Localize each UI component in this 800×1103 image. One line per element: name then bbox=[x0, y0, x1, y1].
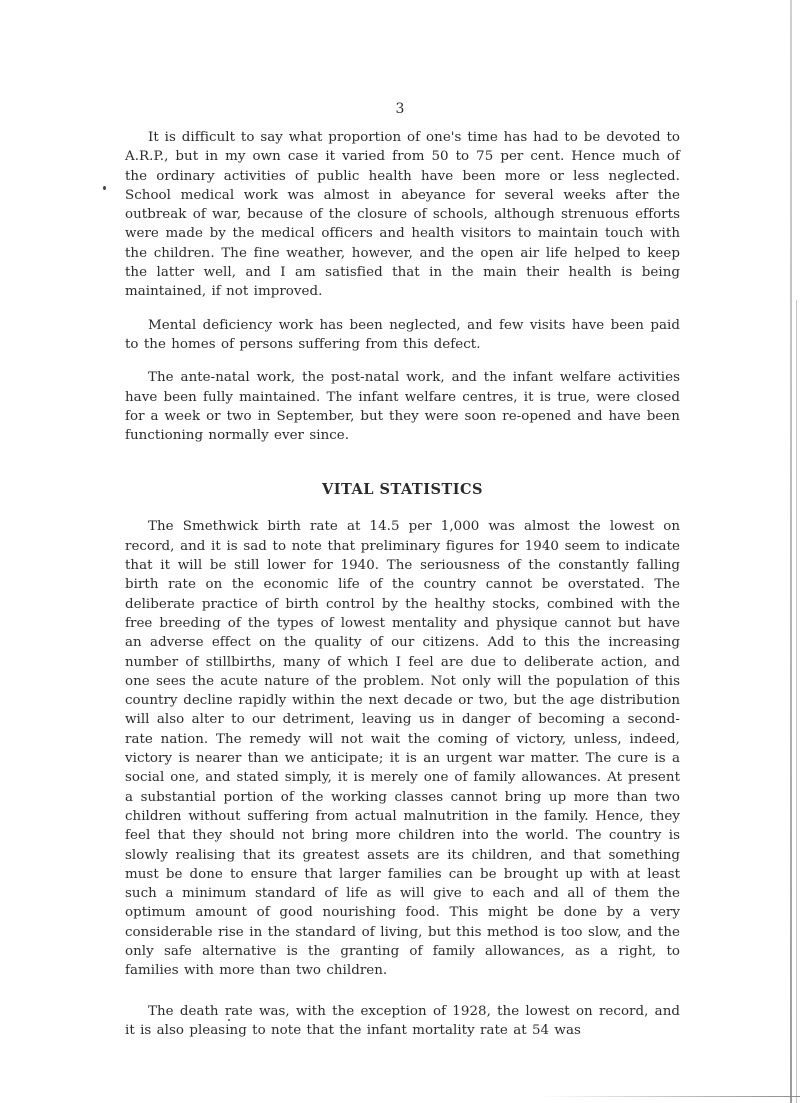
paragraph-arp-workload: It is difficult to say what proportion of one's time has had to be devoted to A.R.P., but in my own case it varied from 50 to 75 per cent. Hence much of the ordinary activities of public health have been more or less neglected. School medical work was almost in abeyance for several weeks after the outbreak of war, because of the closure of schools, although strenuous efforts were made by the medical officers and health visitors to maintain touch with the children. The fine weather, however, and the open air life helped to keep the latter well, and I am satisfied that in the main their health is being maintained, if not improved. bbox=[125, 130, 680, 300]
paragraph-death-rate: The death rate was, with the exception of 1928, the lowest on record, and it is also pleasing to note that the infant mortality rate at 54 was bbox=[125, 1003, 680, 1038]
section-heading-vital-statistics: VITAL STATISTICS bbox=[321, 481, 484, 499]
scan-page-edge-inner bbox=[796, 300, 797, 1103]
scan-page-edge bbox=[790, 0, 792, 1103]
document-body bbox=[125, 128, 680, 1040]
scan-speck bbox=[228, 1019, 230, 1021]
page-number: 3 bbox=[395, 101, 405, 117]
paragraph-infant-welfare: The ante-natal work, the post-natal work, and the infant welfare activities have been fully maintained. The infant welfare centres, it is true, were closed for a week or two in September, but they were soon re-opened and have been functioning normally ever since. bbox=[125, 370, 680, 444]
paragraph-birth-rate: The Smethwick birth rate at 14.5 per 1,000 was almost the lowest on record, and it is sad to note that preliminary figures for 1940 seem to indicate that it will be still lower for 1940. The seriousness of the constantly falling birth rate on the economic life of the country cannot be overstated. The deliberate practice of birth control by the healthy stocks, combined with the free breeding of the types of lowest mentality and physique cannot but have an adverse effect on the quality of our citizens. Add to this the increasing number of stillbirths, many of which I feel are due to deliberate action, and one sees the acute nature of the problem. Not only will the population of this country decline rapidly within the next decade or two, but the age distribution will also alter to our detriment, leaving us in danger of becoming a second-rate nation. The remedy will not wait the coming of victory, unless, indeed, victory is nearer than we anticipate; it is an urgent war matter. The cure is a social one, and stated simply, it is merely one of family allowances. At present a substantial portion of the working classes cannot bring up more than two children without suffering from actual malnutrition in the family. Hence, they feel that they should not bring more children into the world. The country is slowly realising that its greatest assets are its children, and that something must be done to ensure that larger families can be brought up with at least such a minimum standard of life as will give to each and all of them the optimum amount of good nourishing food. This might be done by a very considerable rise in the standard of living, but this method is too slow, and the only safe alternative is the granting of family allowances, as a right, to families with more than two children. bbox=[125, 519, 680, 979]
scan-bottom-edge bbox=[540, 1096, 800, 1097]
scan-speck bbox=[103, 186, 106, 190]
paragraph-mental-deficiency: Mental deficiency work has been neglected, and few visits have been paid to the homes of persons suffering from this defect. bbox=[125, 317, 680, 352]
